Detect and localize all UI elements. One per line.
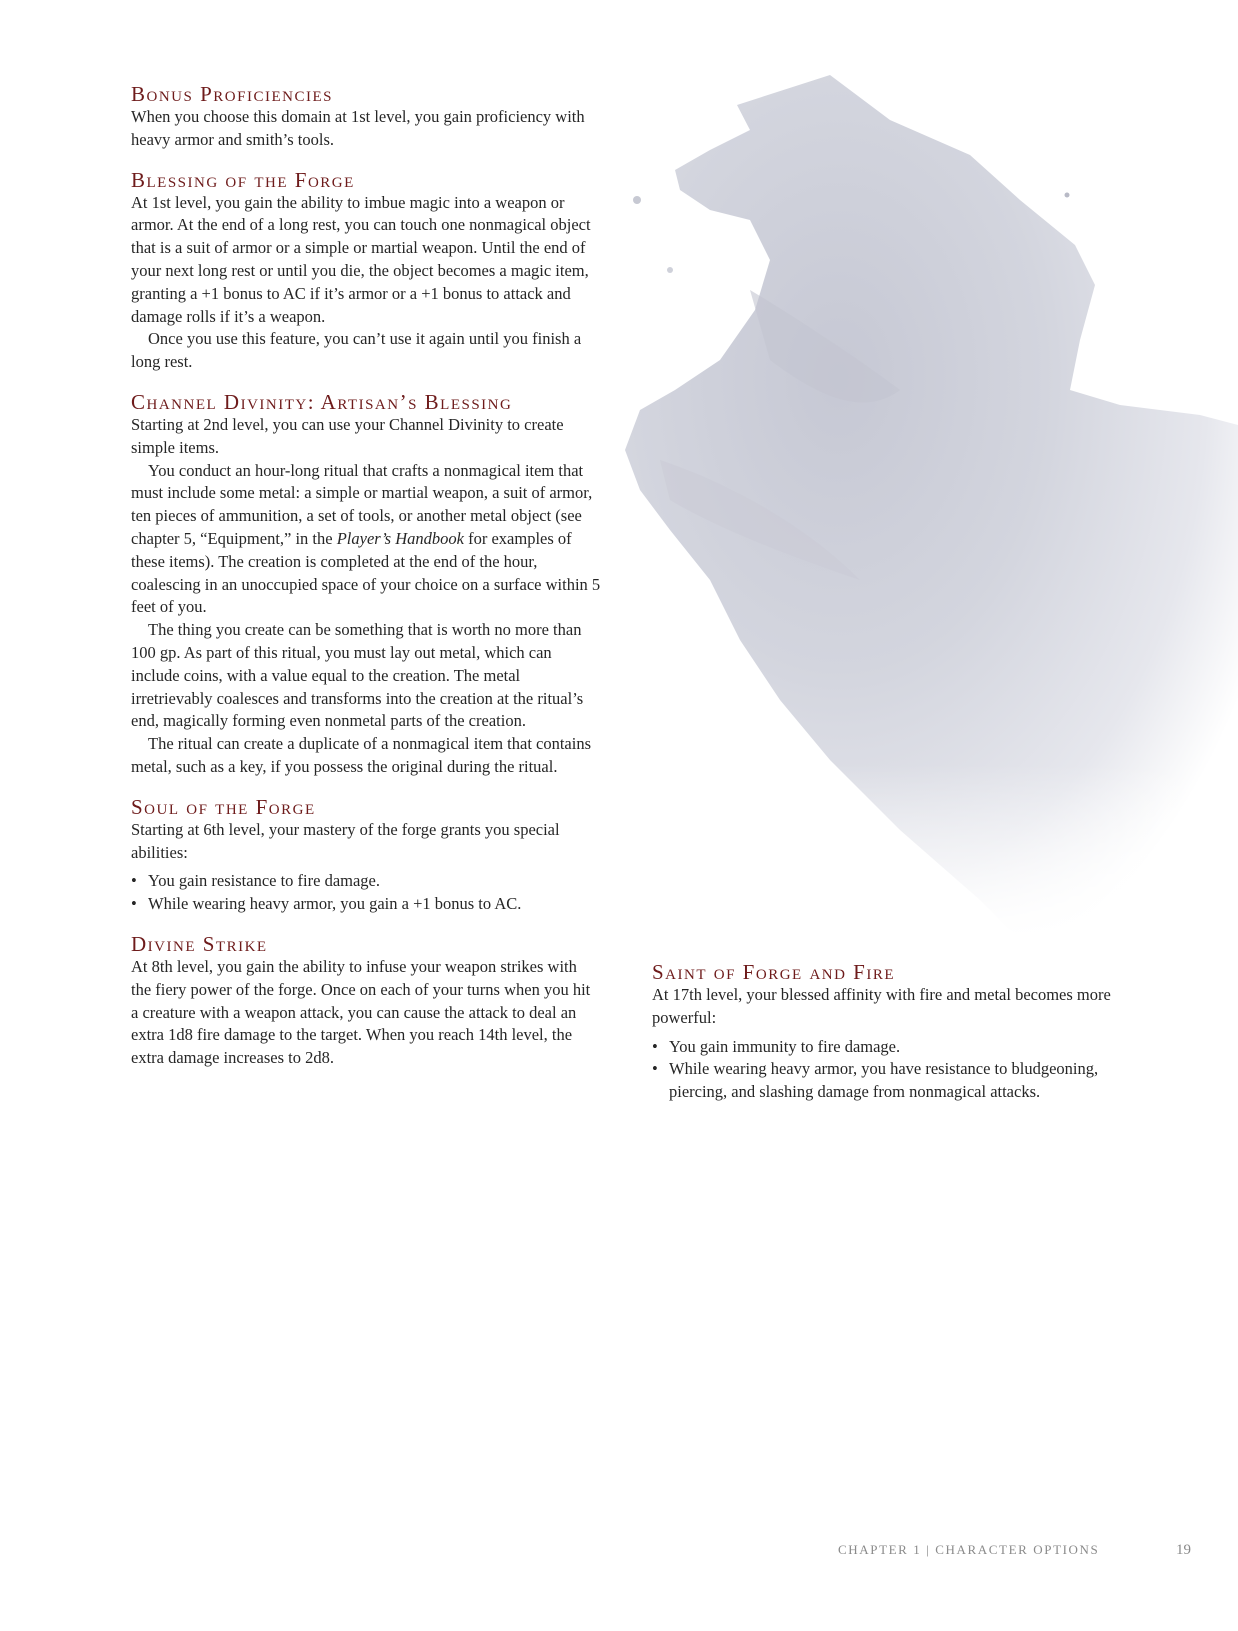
heading-soul-of-the-forge: Soul of the Forge xyxy=(131,794,316,819)
paragraph: The thing you create can be something that is worth no more than 100 gp. As part of this ritual, you must lay out metal, which can include coins, with a value equal to the creation. The metal irretrievably coalesces and transforms into the creation at the ritual’s end, magically forming even nonmetal parts of the creation. xyxy=(131,620,584,731)
watercolor-splash-illustration xyxy=(600,60,1238,940)
left-column xyxy=(131,82,601,1086)
paragraph: Starting at 2nd level, you can use your Channel Divinity to create simple items. xyxy=(131,414,564,457)
heading-bonus-proficiencies: Bonus Proficiencies xyxy=(131,82,333,106)
list-item-text: While wearing heavy armor, you gain a +1 bonus to AC. xyxy=(148,894,522,914)
section-channel-divinity xyxy=(131,390,601,779)
list-item-text: You gain resistance to fire damage. xyxy=(148,871,381,891)
text-run: You conduct an hour-long ritual that crafts a nonmagical item that must include some metal: a simple or martial weapon, a suit of armor, ten pieces of ammunition, a set of tools, or another metal object (see chapter 5, “Equipment,” in the xyxy=(131,460,593,548)
heading-channel-divinity: Channel Divinity: Artisan’s Blessing xyxy=(131,389,513,414)
bullet-icon: • xyxy=(131,871,137,891)
section-soul-of-the-forge xyxy=(131,795,601,916)
bullet-icon: • xyxy=(131,894,137,914)
list-item-text: You gain immunity to fire damage. xyxy=(669,1036,901,1056)
paragraph: At 17th level, your blessed affinity with fire and metal becomes more powerful: xyxy=(652,985,1111,1027)
bullet-list xyxy=(652,1036,1132,1104)
list-item xyxy=(131,870,601,893)
page-number: 19 xyxy=(1176,1542,1191,1558)
paragraph: Once you use this feature, you can’t use it again until you finish a long rest. xyxy=(131,329,582,372)
list-item-text: While wearing heavy armor, you have resistance to bludgeoning, piercing, and slashing damage from nonmagical attacks. xyxy=(669,1059,1099,1102)
heading-saint-of-forge-and-fire: Saint of Forge and Fire xyxy=(652,960,896,984)
right-column xyxy=(652,960,1132,1120)
list-item xyxy=(652,1058,1132,1104)
footer-chapter-title: CHAPTER 1 | CHARACTER OPTIONS xyxy=(838,1542,1100,1557)
heading-blessing-of-the-forge: Blessing of the Forge xyxy=(131,167,355,192)
bullet-list xyxy=(131,870,601,916)
section-divine-strike xyxy=(131,932,601,1070)
bullet-icon: • xyxy=(652,1059,658,1079)
paragraph: The ritual can create a duplicate of a nonmagical item that contains metal, such as a key, if you possess the original during the ritual. xyxy=(131,734,592,776)
list-item xyxy=(652,1036,1132,1059)
paragraph: At 1st level, you gain the ability to imbue magic into a weapon or armor. At the end of a long rest, you can touch one nonmagical object that is a suit of armor or a simple or martial weapon. Until the end of your next long rest or until you die, the object becomes a magic item, granting a +1 bonus to AC if it’s armor or a +1 bonus to attack and damage rolls if it’s a weapon. xyxy=(131,192,591,326)
book-title: Player’s Handbook xyxy=(336,528,464,548)
heading-divine-strike: Divine Strike xyxy=(131,931,268,956)
section-bonus-proficiencies xyxy=(131,82,601,152)
paragraph xyxy=(131,460,601,620)
paragraph: At 8th level, you gain the ability to infuse your weapon strikes with the fiery power of the forge. Once on each of your turns when you hit a creature with a weapon attack, you can cause the attack to deal an extra 1d8 fire damage to the target. When you reach 14th level, the extra damage increases to 2d8. xyxy=(131,956,591,1068)
paragraph: When you choose this domain at 1st level, you gain proficiency with heavy armor and smith’s tools. xyxy=(131,107,585,149)
list-item xyxy=(131,893,601,916)
bullet-icon: • xyxy=(652,1036,658,1056)
section-blessing-of-the-forge xyxy=(131,168,601,374)
text-run: for examples of these items). The creation is completed at the end of the hour, coalescing in an unoccupied space of your choice on a surface within 5 feet of you. xyxy=(131,528,601,617)
paragraph: Starting at 6th level, your mastery of the forge grants you special abilities: xyxy=(131,819,560,862)
section-saint-of-forge-and-fire xyxy=(652,960,1132,1104)
